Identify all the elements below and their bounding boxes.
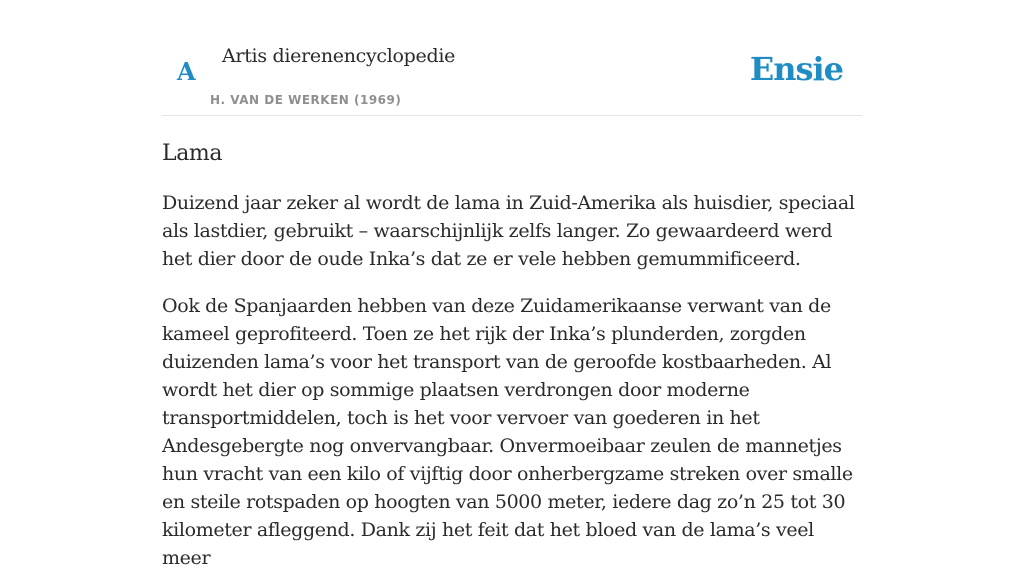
book-author: H. VAN DE WERKEN (1969) (210, 93, 402, 107)
book-title[interactable]: Artis dierenencyclopedie (222, 45, 456, 67)
page (162, 0, 862, 572)
book-header (162, 40, 862, 116)
entry-body (162, 189, 862, 572)
ensie-logo-link[interactable]: Ensie (749, 50, 843, 88)
entry-paragraph: Ook de Spanjaarden hebben van deze Zuidamerikaanse verwant van de kameel geprofiteerd. Toen ze het rijk der Inka’s plunderden, zorgden duizenden lama’s voor het transport van de geroofde kostbaarheden. Al wordt het dier op sommige plaatsen verdrongen door moderne transportmiddelen, toch is het voor vervoer van goederen in het Andesgebergte nog onvervangbaar. Onvermoeibaar zeulen de mannetjes hun vracht van een kilo of vijftig door onherbergzame streken over smalle en steile rotspaden op hoogten van 5000 meter, iedere dag zo’n 25 tot 30 kilometer afleggend. Dank zij het feit dat het bloed van de lama’s veel meer (162, 295, 853, 569)
entry-paragraph: Duizend jaar zeker al wordt de lama in Zuid-Amerika als huisdier, speciaal als lastdier, gebruikt – waarschijnlijk zelfs langer. Zo gewaardeerd werd het dier door de oude Inka’s dat ze er vele hebben gemummificeerd. (162, 192, 855, 270)
letter-badge[interactable]: A (177, 57, 196, 86)
entry-title: Lama (162, 141, 223, 166)
